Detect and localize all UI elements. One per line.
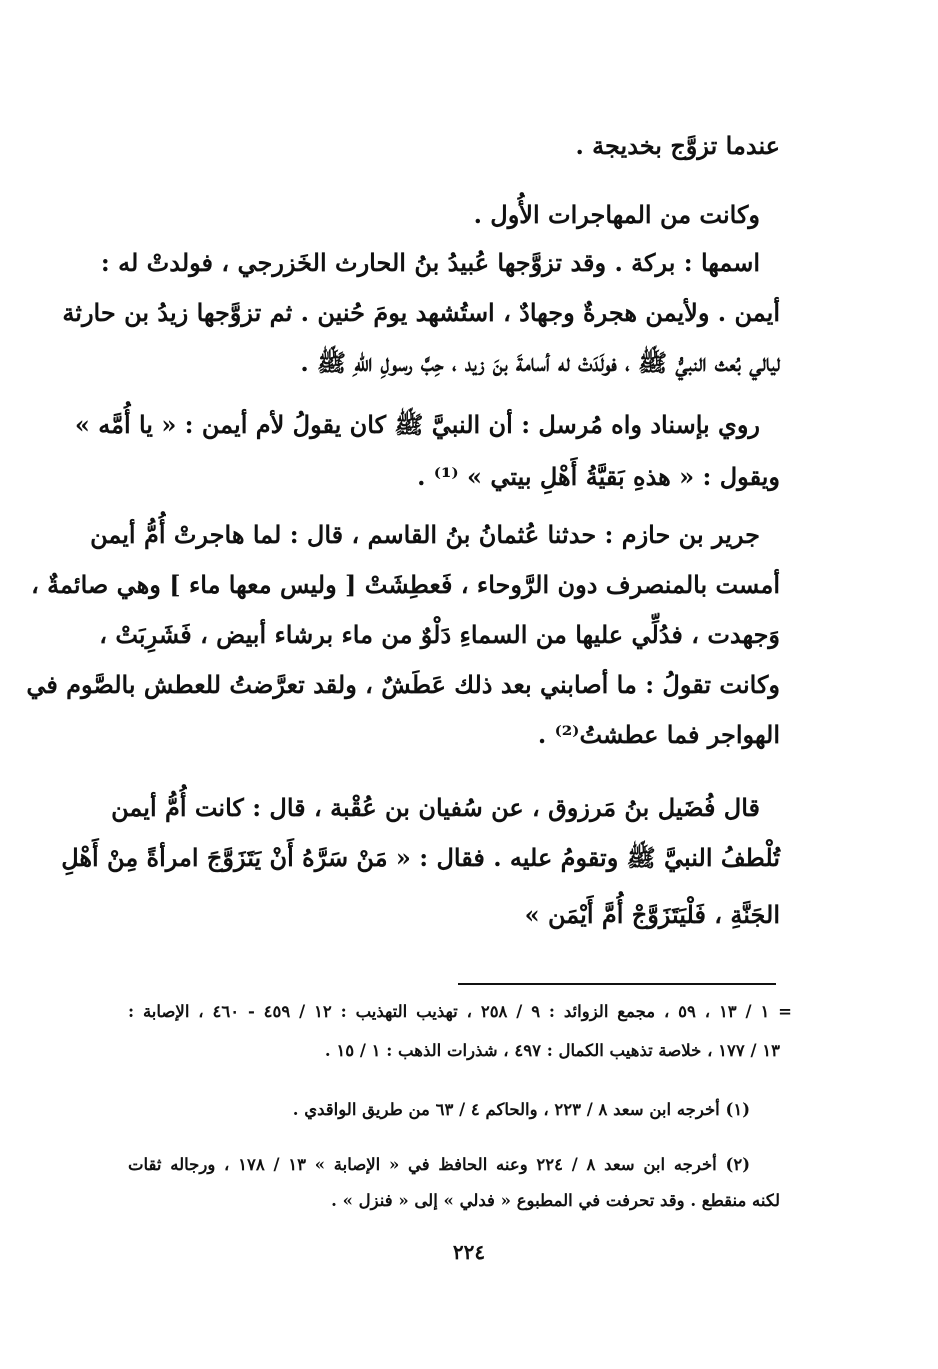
body-line: وكانت تقولُ : ما أصابني بعد ذلك عَطَشٌ ، ولقد تعرَّضتُ للعطش بالصَّوم في <box>26 670 780 699</box>
body-line-continuation: عندما تزوَّج بخديجة . <box>575 131 780 160</box>
page-number: ٢٢٤ <box>452 1240 486 1264</box>
body-line-name: اسمها : بركة . وقد تزوَّجها عُبيدُ بنُ الحارث الخَزرجي ، فولدتْ له : <box>100 248 760 277</box>
footnote-divider <box>458 983 776 985</box>
body-line: روي بإسناد واه مُرسل : أن النبيَّ ﷺ كان يقولُ لأم أيمن : « يا أُمَّه » <box>74 410 760 439</box>
footnote-2: (٢) أخرجه ابن سعد ٨ / ٢٢٤ وعنه الحافظ في « الإصابة » ١٣ / ١٧٨ ، ورجاله ثقات <box>128 1155 751 1174</box>
body-line: الهواجر فما عطشتُ⁽²⁾ . <box>537 720 780 749</box>
footnote-1: (١) أخرجه ابن سعد ٨ / ٢٢٣ ، والحاكم ٤ / ٦٣ من طريق الواقدي . <box>292 1100 750 1119</box>
footnote-line: = ١ / ١٣ ، ٥٩ ، مجمع الزوائد : ٩ / ٢٥٨ ، تهذيب التهذيب : ١٢ / ٤٥٩ - ٤٦٠ ، الإصابة : <box>128 1002 793 1021</box>
footnote-line: ١٣ / ١٧٧ ، خلاصة تذهيب الكمال : ٤٩٧ ، شذرات الذهب : ١ / ١٥ . <box>324 1041 780 1060</box>
body-line-emigrants: وكانت من المهاجرات الأُول . <box>473 200 760 229</box>
body-line: أيمن . ولأيمن هجرةٌ وجهادٌ ، استُشهد يومَ حُنين . ثم تزوَّجها زيدُ بن حارثة <box>62 298 780 327</box>
body-line: ويقول : « هذهِ بَقيَّةُ أَهْلِ بيتي » ⁽¹⁾ . <box>417 462 780 491</box>
body-line: تُلْطفُ النبيَّ ﷺ وتقومُ عليه . فقال : « مَنْ سَرَّهُ أَنْ يَتَزَوَّجَ امرأةً مِنْ أَهْلِ <box>61 843 780 872</box>
footnote-line: لكنه منقطع . وقد تحرفت في المطبوع « فدلي » إلى « فنزل » . <box>331 1191 780 1210</box>
body-line: جرير بن حازم : حدثنا عُثمانُ بنُ القاسم ، قال : لما هاجرتْ أُمُّ أيمن <box>90 520 760 549</box>
body-line: ليالي بُعث النبيُّ ﷺ ، فولَدَتْ له أسامةَ بنَ زيد ، حِبَّ رسولِ اللهِ ﷺ . <box>300 348 780 377</box>
body-line: وَجهدت ، فدُلِّي عليها من السماءِ دَلْوٌ من ماء برشاء أبيض ، فَشَرِبَتْ ، <box>99 620 780 649</box>
body-line: الجَنَّةِ ، فَلْيَتَزَوَّجْ أُمَّ أَيْمَن » <box>524 900 780 929</box>
body-line: قال فُضَيل بنُ مَرزوق ، عن سُفيان بن عُقْبة ، قال : كانت أُمُّ أيمن <box>111 793 760 822</box>
body-line: أمست بالمنصرف دون الرَّوحاء ، فَعطِشَتْ [ وليس معها ماء ] وهي صائمةٌ ، <box>31 570 780 599</box>
